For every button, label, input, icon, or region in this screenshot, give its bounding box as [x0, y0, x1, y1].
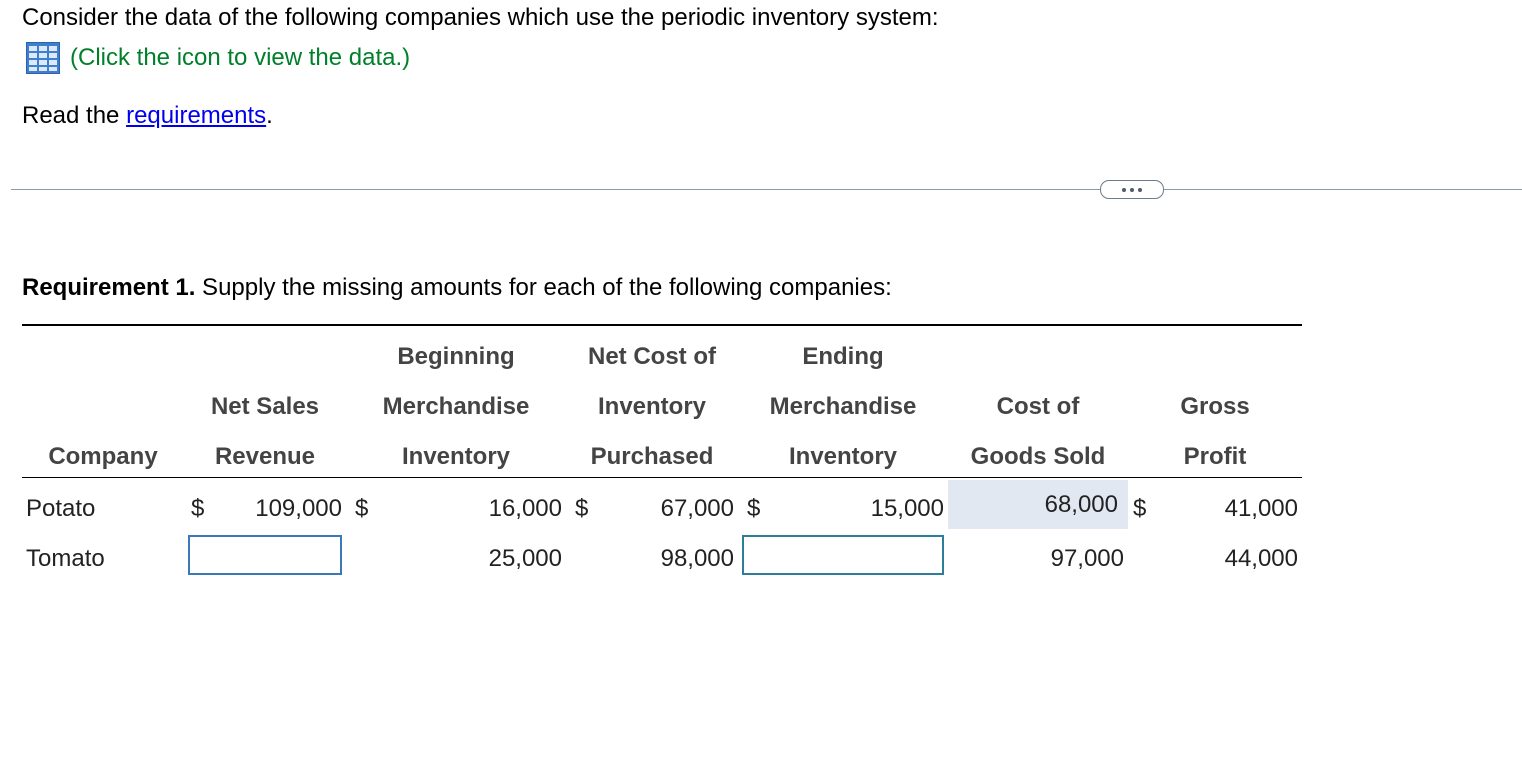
header-purchased-2: Inventory: [597, 393, 707, 420]
row-potato-purchased: 67,000: [660, 495, 734, 522]
more-options-button[interactable]: [1100, 180, 1164, 199]
header-end-inv-3: Inventory: [788, 443, 898, 470]
currency-symbol: $: [747, 495, 761, 522]
row-potato-net-sales: 109,000: [255, 495, 342, 522]
currency-symbol: $: [191, 495, 205, 522]
row-potato-beg-inv: 16,000: [488, 495, 562, 522]
header-company: Company: [48, 443, 158, 470]
row-potato-end-inv: 15,000: [870, 495, 944, 522]
header-beg-inv-1: Beginning: [397, 343, 515, 370]
header-beg-inv-3: Inventory: [401, 443, 511, 470]
requirement-title: [22, 274, 892, 302]
header-cogs-1: Cost of: [996, 393, 1080, 420]
ellipsis-dot-icon: [1138, 188, 1142, 192]
table-top-rule: [22, 324, 1302, 326]
requirements-link[interactable]: requirements: [126, 102, 267, 129]
row-tomato-beg-inv: 25,000: [488, 545, 562, 572]
row-potato-gross: 41,000: [1224, 495, 1298, 522]
problem-statement: Consider the data of the following companies which use the periodic inventory system:: [22, 4, 939, 31]
row-tomato-cogs: 97,000: [1050, 545, 1124, 572]
read-prefix: Read the: [22, 102, 127, 129]
header-purchased-1: Net Cost of: [588, 343, 716, 370]
header-net-sales-1: Net Sales: [210, 393, 320, 420]
read-suffix: .: [266, 102, 273, 129]
header-gross-2: Profit: [1183, 443, 1247, 470]
tomato-net-sales-input[interactable]: [188, 535, 342, 575]
row-tomato-purchased: 98,000: [660, 545, 734, 572]
table-grid-icon[interactable]: [26, 42, 60, 74]
section-divider: [11, 189, 1522, 190]
view-data-label[interactable]: (Click the icon to view the data.): [70, 44, 411, 71]
requirement-label: Requirement 1.: [22, 274, 196, 301]
table-header-rule: [22, 477, 1302, 478]
tomato-end-inv-input[interactable]: [742, 535, 944, 575]
ellipsis-dot-icon: [1130, 188, 1134, 192]
header-purchased-3: Purchased: [590, 443, 714, 470]
row-tomato-gross: 44,000: [1224, 545, 1298, 572]
header-beg-inv-2: Merchandise: [382, 393, 530, 420]
row-tomato-company: Tomato: [26, 545, 105, 572]
view-data-link[interactable]: [26, 42, 410, 74]
header-end-inv-2: Merchandise: [769, 393, 917, 420]
row-potato-cogs: 68,000: [1044, 491, 1118, 518]
row-potato-company: Potato: [26, 495, 96, 522]
read-requirements-line: [22, 102, 273, 130]
ellipsis-dot-icon: [1122, 188, 1126, 192]
currency-symbol: $: [355, 495, 369, 522]
requirement-text: Supply the missing amounts for each of the following companies:: [195, 274, 892, 301]
currency-symbol: $: [575, 495, 589, 522]
header-end-inv-1: Ending: [802, 343, 884, 370]
header-net-sales-2: Revenue: [214, 443, 316, 470]
currency-symbol: $: [1133, 495, 1147, 522]
header-cogs-2: Goods Sold: [970, 443, 1106, 470]
header-gross-1: Gross: [1180, 393, 1250, 420]
